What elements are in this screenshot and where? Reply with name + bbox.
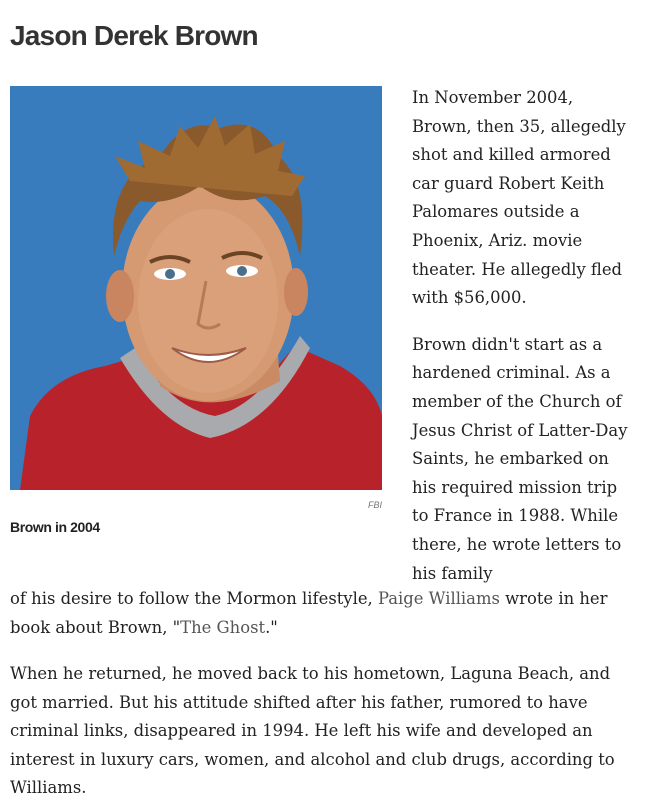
article-title: Jason Derek Brown [10, 20, 258, 51]
paragraph-2-continuation [10, 585, 632, 642]
photo [10, 86, 382, 490]
book-link[interactable]: The Ghost [180, 617, 266, 637]
paragraph-2-text-c: ." [265, 617, 278, 637]
side-column-text [412, 84, 634, 588]
paragraph-2-lead: Brown didn't start as a hardened criminal. As a member of the Church of Jesus Christ of Latter-Day Saints, he embarked on his required mission trip to France in 1988. While there, he wrote letters to his family [412, 334, 628, 583]
paragraph-2-text-a: of his desire to follow the Mormon lifestyle, [10, 589, 378, 608]
paragraph-1: In November 2004, Brown, then 35, allegedly shot and killed armored car guard Robert Keith Palomares outside a Phoenix, Ariz. movie theater. He allegedly fled with $56,000. [412, 88, 626, 308]
paragraph-3: When he returned, he moved back to his hometown, Laguna Beach, and got married. But his attitude shifted after his father, rumored to have criminal links, disappeared in 1994. He left his wife and developed an interest in luxury cars, women, and alcohol and club drugs, according to Williams. [10, 664, 615, 798]
portrait-illustration [10, 86, 382, 490]
figure [10, 86, 382, 535]
photo-credit: FBI [367, 500, 382, 510]
paragraph-2-text-b: wrote in her book about Brown, " [10, 589, 608, 637]
author-link[interactable]: Paige Williams [377, 589, 500, 608]
photo-caption: Brown in 2004 [10, 519, 100, 535]
